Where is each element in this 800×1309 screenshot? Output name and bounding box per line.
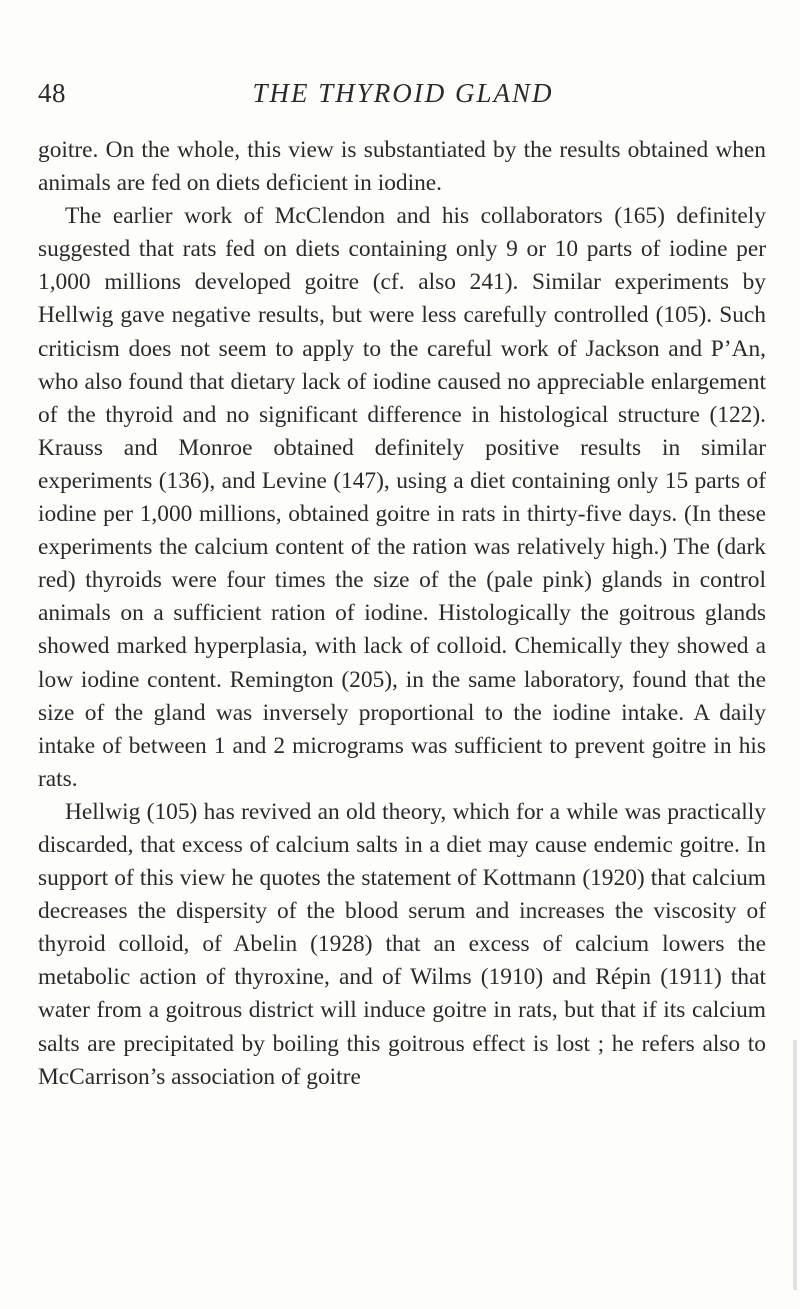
body-text — [38, 134, 766, 1094]
page-number: 48 — [38, 78, 66, 108]
paragraph-mcclendon: The earlier work of McClendon and his collaborators (165) definitely suggested that rats fed on diets containing only 9 or 10 parts of iodine per 1,000 millions developed goitre (cf. also 241). Similar experiments by Hellwig gave negative results, but were less carefully controlled (105). Such criticism does not seem to apply to the careful work of Jackson and P’An, who also found that dietary lack of iodine caused no appreciable enlargement of the thyroid and no significant difference in histological structure (122). Krauss and Monroe obtained definitely positive results in similar experiments (136), and Levine (147), using a diet containing only 15 parts of iodine per 1,000 millions, obtained goitre in rats in thirty-five days. (In these experiments the calcium content of the ration was relatively high.) The (dark red) thyroids were four times the size of the (pale pink) glands in control animals on a sufficient ration of iodine. Histologically the goitrous glands showed marked hyperplasia, with lack of colloid. Chemically they showed a low iodine content. Remington (205), in the same laboratory, found that the size of the gland was inversely proportional to the iodine intake. A daily intake of between 1 and 2 micrograms was sufficient to prevent goitre in his rats. — [38, 203, 766, 792]
paragraph-continuation: goitre. On the whole, this view is substantiated by the results obtained when animals are fed on diets deficient in iodine. — [38, 137, 766, 197]
page-header — [38, 78, 768, 118]
running-title: THE THYROID GLAND — [252, 78, 554, 108]
paragraph-hellwig: Hellwig (105) has revived an old theory, which for a while was practically discarded, that excess of calcium salts in a diet may cause endemic goitre. In support of this view he quotes the statement of Kottmann (1920) that calcium decreases the dispersity of the blood serum and increases the viscosity of thyroid colloid, of Abelin (1928) that an excess of calcium lowers the metabolic action of thyroxine, and of Wilms (1910) and Répin (1911) that water from a goitrous district will induce goitre in rats, but that if its calcium salts are precipitated by boiling this goitrous effect is lost ; he refers also to McCarrison’s association of goitre — [38, 798, 766, 1090]
scan-edge-shadow — [793, 1040, 797, 1290]
